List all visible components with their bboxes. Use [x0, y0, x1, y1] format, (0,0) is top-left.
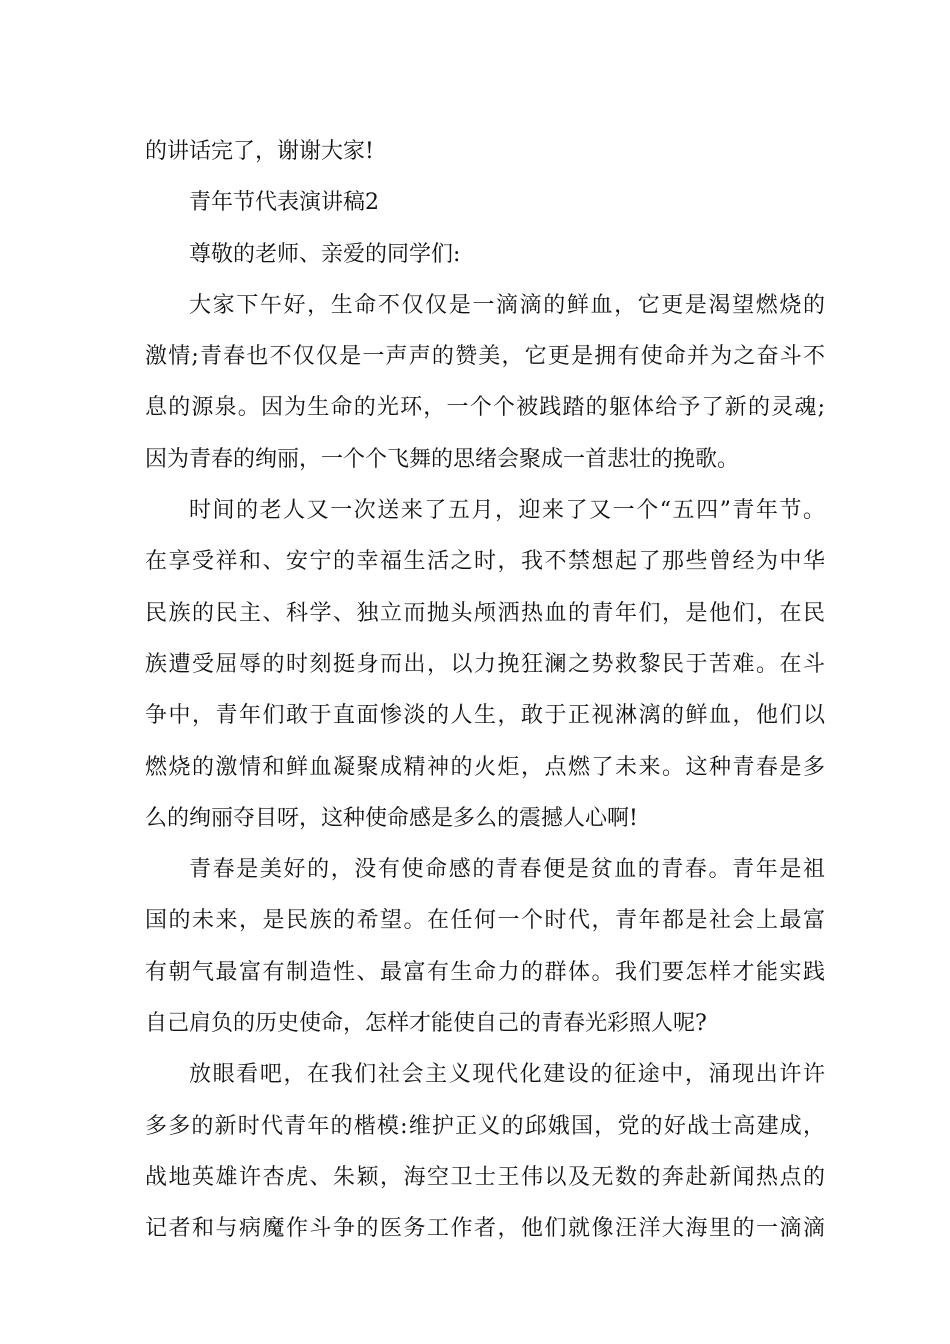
text-line: 时间的老人又一次送来了五月，迎来了又一个“五四”青年节。: [189, 498, 825, 524]
salutation: 尊敬的老师、亲爱的同学们:: [189, 241, 461, 267]
text-line: 因为青春的绚丽，一个个飞舞的思绪会聚成一首悲壮的挽歌。: [145, 446, 740, 472]
text-line: 燃烧的激情和鲜血凝聚成精神的火炬，点燃了未来。这种青春是多: [145, 754, 825, 780]
text-line: 民族的民主、科学、独立而抛头颅洒热血的青年们，是他们，在民: [145, 600, 825, 626]
text-line: 青春是美好的，没有使命感的青春便是贫血的青春。青年是祖: [189, 857, 825, 883]
text-line: 族遭受屈辱的时刻挺身而出，以力挽狂澜之势救黎民于苦难。在斗: [145, 651, 825, 677]
text-line: 自己肩负的历史使命，怎样才能使自己的青春光彩照人呢?: [145, 1011, 707, 1037]
text-line: 争中，青年们敢于直面惨淡的人生，敢于正视淋漓的鲜血，他们以: [145, 703, 825, 729]
text-line: 国的未来，是民族的希望。在任何一个时代，青年都是社会上最富: [145, 908, 825, 934]
text-line: 多多的新时代青年的楷模:维护正义的邱娥国，党的好战士高建成，: [145, 1113, 825, 1139]
text-line: 战地英雄许杏虎、朱颖，海空卫士王伟以及无数的奔赴新闻热点的: [145, 1164, 825, 1190]
text-line: 的讲话完了，谢谢大家!: [145, 139, 374, 164]
text-line: 激情;青春也不仅仅是一声声的赞美，它更是拥有使命并为之奋斗不: [145, 344, 825, 370]
text-line: 有朝气最富有制造性、最富有生命力的群体。我们要怎样才能实践: [145, 959, 825, 985]
text-line: 放眼看吧，在我们社会主义现代化建设的征途中，涌现出许许: [189, 1062, 825, 1088]
document-body: [145, 126, 825, 1255]
text-line: 大家下午好，生命不仅仅是一滴滴的鲜血，它更是渴望燃烧的: [189, 292, 825, 318]
text-line: 记者和与病魔作斗争的医务工作者，他们就像汪洋大海里的一滴滴: [145, 1216, 825, 1242]
section-heading: 青年节代表演讲稿2: [189, 190, 379, 216]
text-line: 在享受祥和、安宁的幸福生活之时，我不禁想起了那些曾经为中华: [145, 549, 825, 575]
text-line: 么的绚丽夺目呀，这种使命感是多么的震撼人心啊!: [145, 805, 638, 831]
text-line: 息的源泉。因为生命的光环，一个个被践踏的躯体给予了新的灵魂;: [145, 395, 825, 421]
